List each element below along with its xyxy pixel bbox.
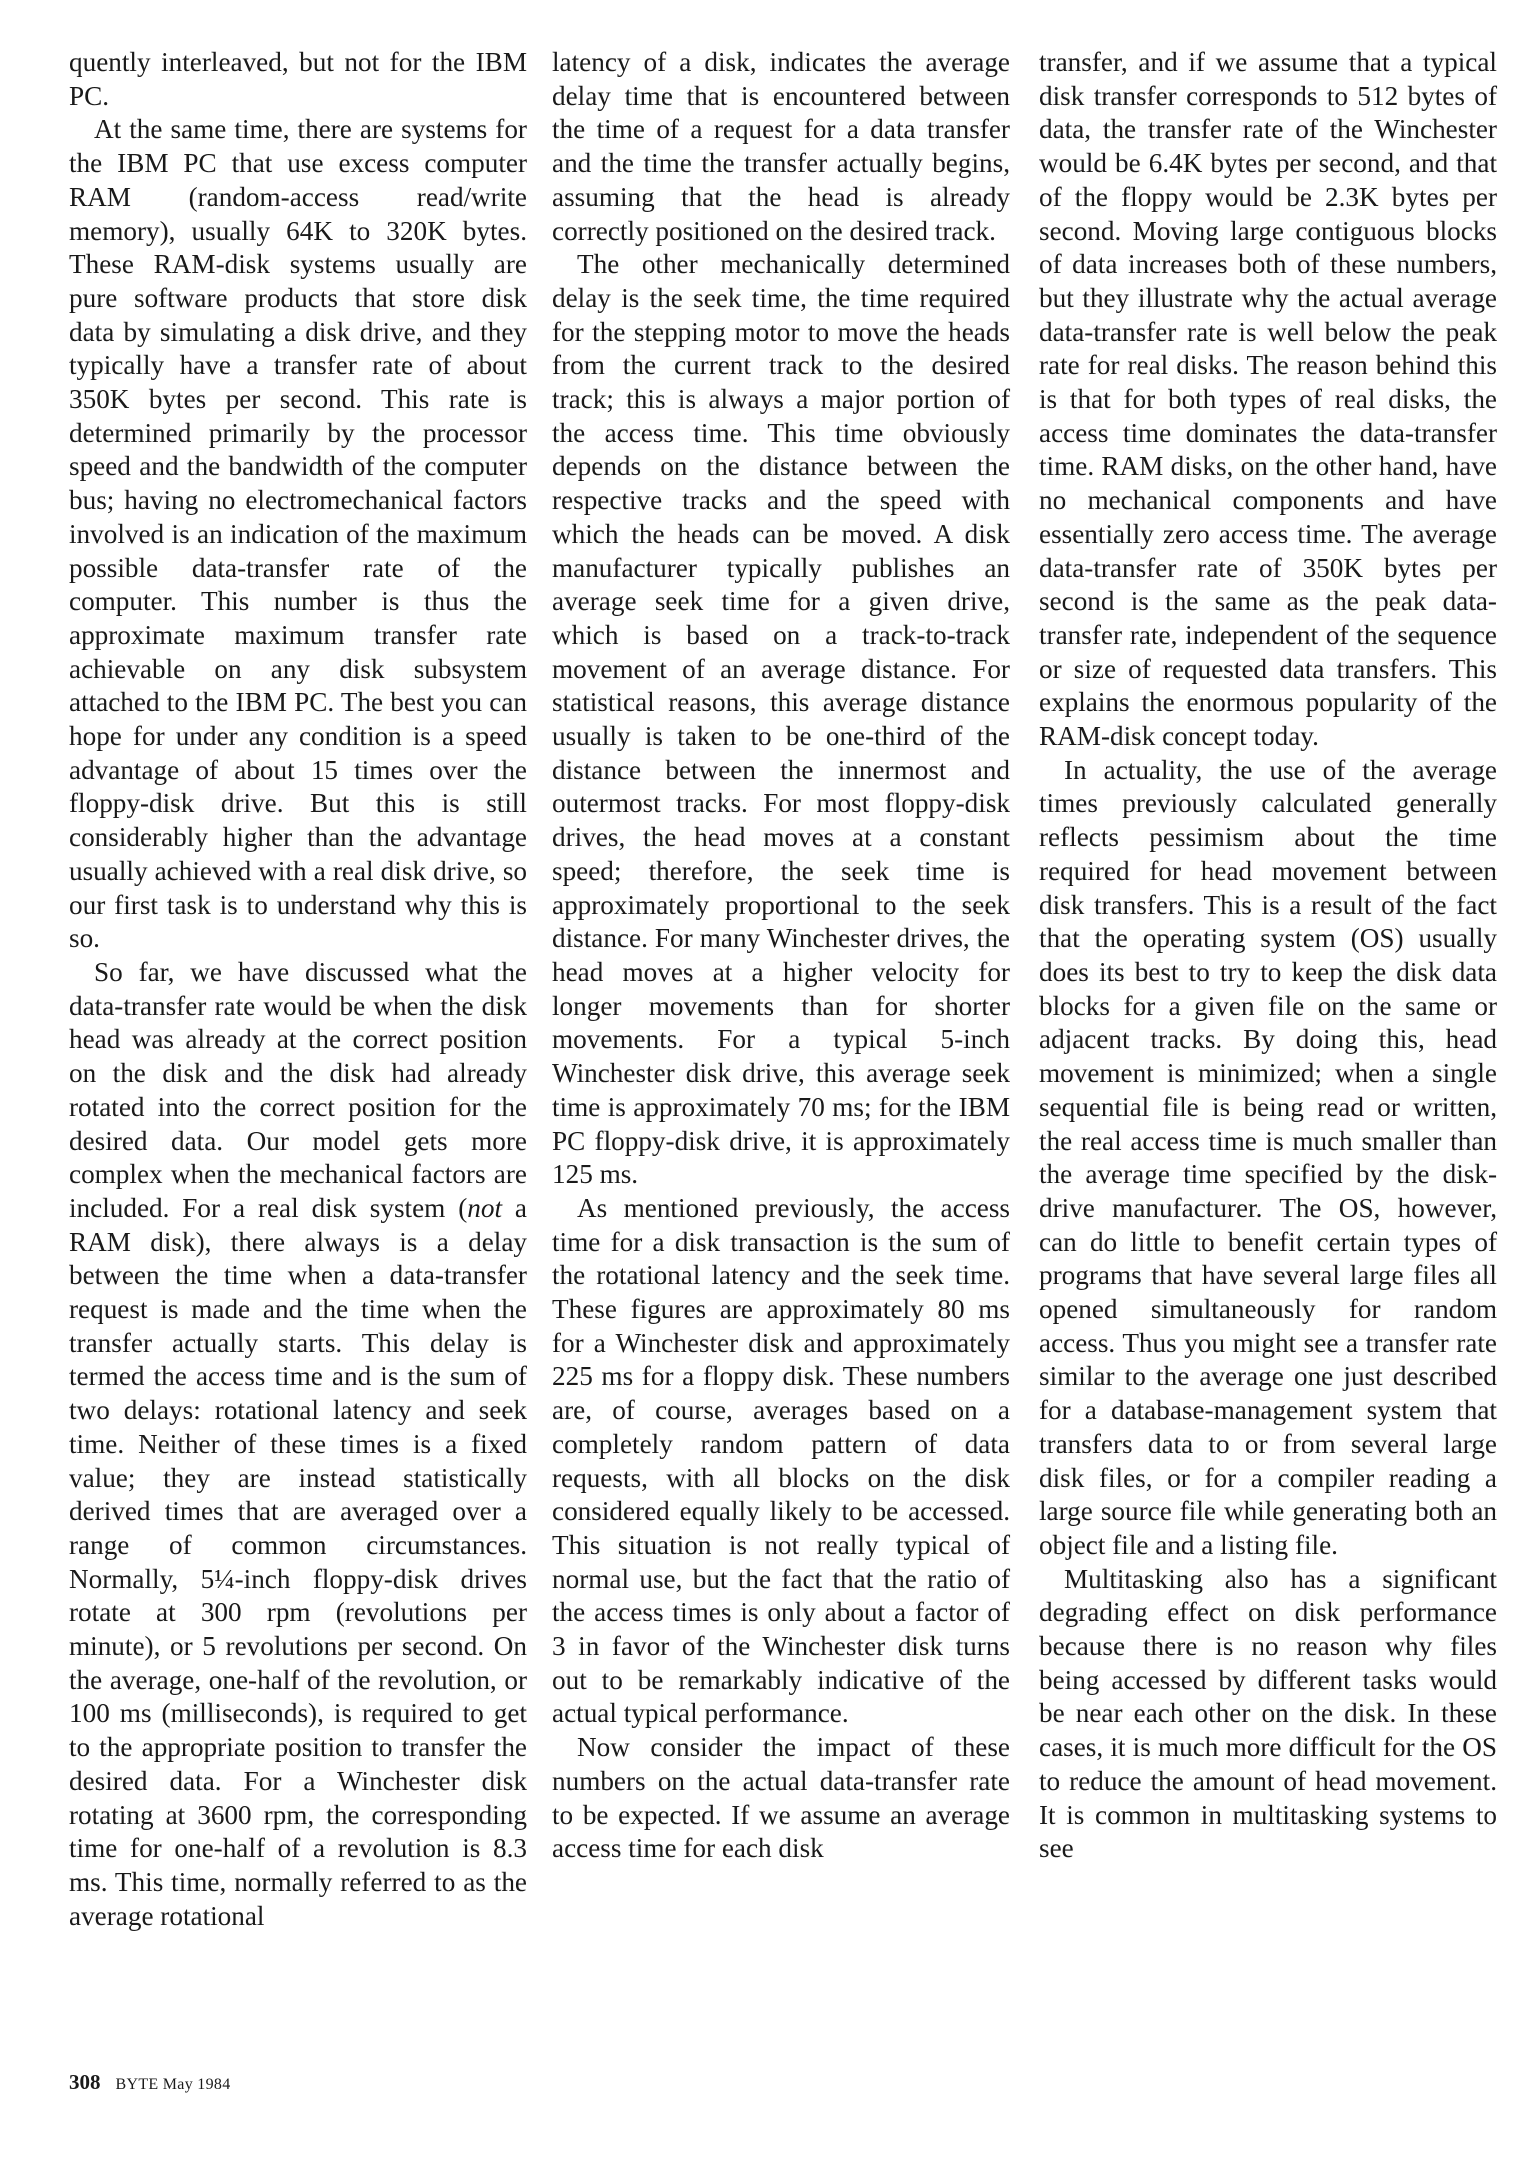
page-number: 308 [69,2070,101,2094]
paragraph: quently interleaved, but not for the IBM PC. [69,47,527,111]
paragraph-text: a RAM disk), there always is a delay between the time when a data-transfer request is made and the time when the transfer actually starts. This delay is termed the access time and is the sum of two delays: rotational latency and seek time. Neither of these times is a fixed value; they are instead statistically derived times that are averaged over a range of common circumstances. Normally, 5¼-inch floppy-disk drives rotate at 300 rpm (revolutions per minute), or 5 revolutions per second. On the average, one-half of the revolution, or 100 ms (milliseconds), is required to get to the appropriate position to transfer the desired data. For a Winchester disk rotating at 3600 rpm, the corresponding time for one-half of a revolution is 8.3 ms. This time, normally referred to as the average rotational [69,1192,527,1931]
emphasis-text: not [467,1192,503,1223]
paragraph [69,956,527,1933]
paragraph: At the same time, there are systems for the IBM PC that use excess computer RAM (random-access read/write memory), usually 64K to 320K bytes. These RAM-disk systems usually are pure software products that store disk data by simulating a disk drive, and they typically have a transfer rate of about 350K bytes per second. This rate is determined primarily by the processor speed and the bandwidth of the computer bus; having no electromechanical factors involved is an indication of the maximum possible data-transfer rate of the computer. This number is thus the approximate maximum transfer rate achievable on any disk subsystem attached to the IBM PC. The best you can hope for under any condition is a speed advantage of about 15 times over the floppy-disk drive. But this is still considerably higher than the advantage usually achieved with a real disk drive, so our first task is to understand why this is so. [69,114,527,954]
paragraph: Multitasking also has a significant degrading effect on disk performance because there is no reason why files being accessed by different tasks would be near each other on the disk. In these cases, it is much more difficult for the OS to reduce the amount of head movement. It is common in multitasking systems to see [1039,1563,1497,1864]
paragraph: transfer, and if we assume that a typical disk transfer corresponds to 512 bytes of data, the transfer rate of the Winchester would be 6.4K bytes per second, and that of the floppy would be 2.3K bytes per second. Moving large contiguous blocks of data increases both of these numbers, but they illustrate why the actual average data-transfer rate is well below the peak rate for real disks. The reason behind this is that for both types of real disks, the access time dominates the data-transfer time. RAM disks, on the other hand, have no mechanical components and have essentially zero access time. The average data-transfer rate of 350K bytes per second is the same as the peak data-transfer rate, independent of the sequence or size of requested data transfers. This explains the enormous popularity of the RAM-disk concept today. [1039,47,1497,752]
paragraph: As mentioned previously, the access time for a disk transaction is the sum of the rotational latency and the seek time. These figures are approximately 80 ms for a Winchester disk and approximately 225 ms for a floppy disk. These numbers are, of course, averages based on a completely random pattern of data requests, with all blocks on the disk considered equally likely to be accessed. This situation is not really typical of normal use, but the fact that the ratio of the access times is only about a factor of 3 in favor of the Winchester disk turns out to be remarkably indicative of the actual typical performance. [552,1192,1010,1729]
paragraph: The other mechanically determined delay is the seek time, the time required for the stepping motor to move the heads from the current track to the desired track; this is always a major portion of the access time. This time obviously depends on the distance between the respective tracks and the speed with which the heads can be moved. A disk manufacturer typically publishes an average seek time for a given drive, which is based on a track-to-track movement of an average distance. For statistical reasons, this average distance usually is taken to be one-third of the distance between the innermost and outermost tracks. For most floppy-disk drives, the head moves at a constant speed; therefore, the seek time is approximately proportional to the seek distance. For many Winchester drives, the head moves at a higher velocity for longer movements than for shorter movements. For a typical 5-inch Winchester disk drive, this average seek time is approximately 70 ms; for the IBM PC floppy-disk drive, it is approximately 125 ms. [552,249,1010,1190]
text-column-3 [1039,46,1497,1866]
paragraph: latency of a disk, indicates the average delay time that is encountered between the time of a request for a data transfer and the time the transfer actually begins, assuming that the head is already correctly positioned on the desired track. [552,47,1010,246]
page-footer [69,2070,231,2095]
paragraph-text: So far, we have discussed what the data-transfer rate would be when the disk head was already at the correct position on the disk and the disk had already rotated into the correct position for the desired data. Our model gets more complex when the mechanical factors are included. For a real disk system ( [69,956,527,1223]
paragraph: Now consider the impact of these numbers on the actual data-transfer rate to be expected. If we assume an average access time for each disk [552,1732,1010,1864]
paragraph: In actuality, the use of the average times previously calculated generally reflects pessimism about the time required for head movement between disk transfers. This is a result of the fact that the operating system (OS) usually does its best to try to keep the disk data blocks for a given file on the same or adjacent tracks. By doing this, head movement is minimized; when a single sequential file is being read or written, the real access time is much smaller than the average time specified by the disk-drive manufacturer. The OS, however, can do little to benefit certain types of programs that have several large files all opened simultaneously for random access. Thus you might see a transfer rate similar to the average one just described for a database-management system that transfers data to or from several large disk files, or for a compiler reading a large source file while generating both an object file and a listing file. [1039,754,1497,1560]
text-column-1 [69,46,527,1933]
publication-line: BYTE May 1984 [115,2076,231,2093]
text-column-2 [552,46,1010,1866]
